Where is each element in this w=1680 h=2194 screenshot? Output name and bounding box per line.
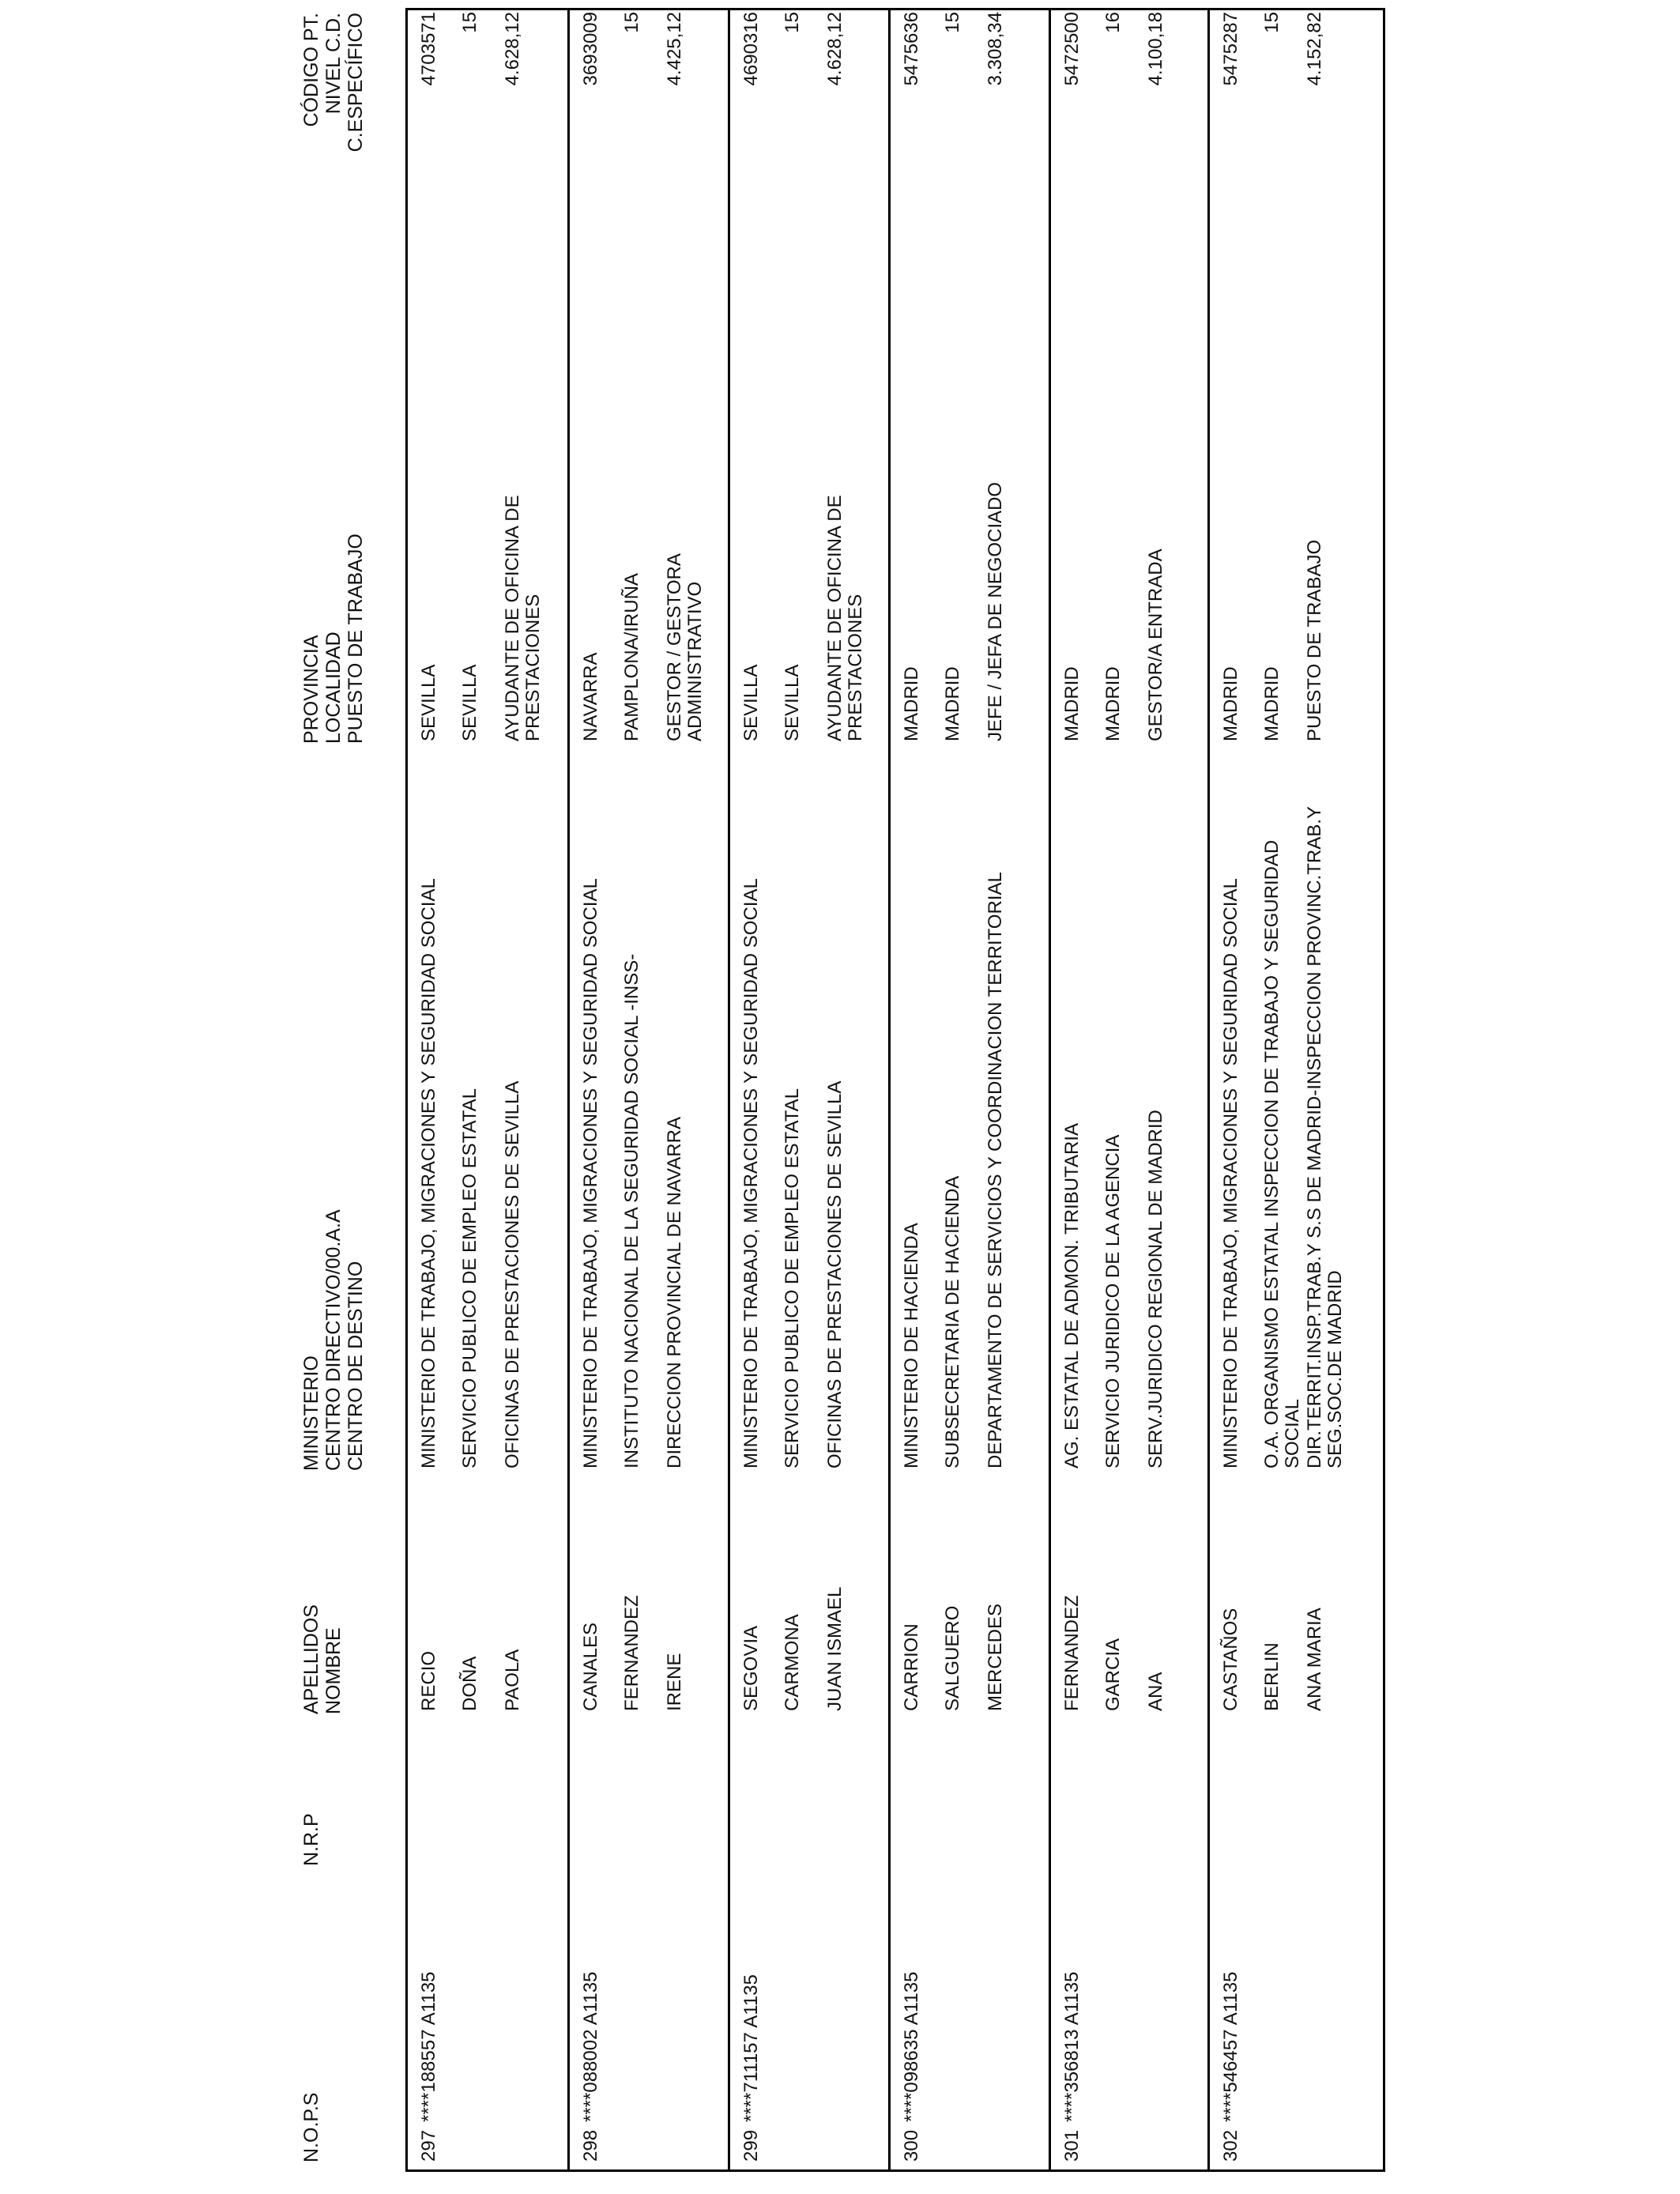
nops-value: 297 [418,2129,439,2162]
codigo-pt: 5472500 [1061,12,1083,86]
apellido-2: SALGUERO [942,1605,963,1711]
puesto: JEFE / JEFA DE NEGOCIADO [985,481,1006,741]
puesto: GESTOR/A ENTRADA [1145,548,1166,741]
nombre: ANA [1145,1672,1166,1711]
record-nrp [1221,1885,1371,2122]
localidad: SEVILLA [459,664,480,741]
record-row [1049,10,1207,2169]
localidad: MADRID [1261,666,1283,741]
record-provincia [741,283,891,741]
codigo-pt: 3693009 [580,12,601,86]
record-names [902,1482,1052,1711]
header-nops: N.O.P.S [300,2092,322,2162]
record-organismo [902,773,1052,1468]
record-row [1207,10,1383,2169]
localidad: MADRID [1102,666,1124,741]
apellido-1: SEGOVIA [740,1625,762,1711]
provincia: MADRID [1220,666,1241,741]
nrp-value: ****546457 A1135 [1220,1971,1241,2122]
nombre: ANA MARIA [1304,1608,1325,1711]
nrp-value: ****188557 A1135 [418,1971,439,2122]
nombre: JUAN ISMAEL [824,1586,846,1711]
apellido-1: CANALES [580,1622,601,1711]
record-nrp [1062,1885,1212,2122]
provincia: SEVILLA [740,664,762,741]
record-names [741,1482,891,1711]
apellido-2: FERNANDEZ [621,1595,642,1711]
centro-destino: OFICINAS DE PRESTACIONES DE SEVILLA [502,1080,523,1468]
c-especifico: 4.152,82 [1304,12,1325,86]
nrp-value: ****711157 A1135 [740,1974,762,2122]
record-codigo [581,12,731,249]
ministerio: MINISTERIO DE TRABAJO, MIGRACIONES Y SEGURIDAD SOCIAL [740,878,762,1468]
nombre: MERCEDES [985,1603,1006,1711]
record-codigo [741,12,891,249]
c-especifico: 4.425,12 [664,12,685,86]
record-provincia [902,283,1052,741]
centro-destino: DIR.TERRIT.INSP.TRAB.Y S.S DE MADRID-INSPECCION PROVINC.TRAB.Y [1304,806,1325,1468]
record-codigo [1062,12,1212,249]
nivel-cd: 15 [782,12,803,33]
apellido-1: FERNANDEZ [1061,1595,1083,1711]
centro-directivo: SUBSECRETARIA DE HACIENDA [942,1175,963,1468]
nops-value: 299 [740,2129,762,2162]
ministerio: MINISTERIO DE HACIENDA [901,1223,922,1468]
provincia: NAVARRA [580,652,601,741]
nops-value: 301 [1061,2129,1083,2162]
record-provincia [1221,283,1371,741]
c-especifico: 3.308,34 [985,12,1006,86]
ministerio: MINISTERIO DE TRABAJO, MIGRACIONES Y SEGURIDAD SOCIAL [1220,878,1241,1468]
record-codigo [419,12,569,249]
record-organismo [581,773,731,1468]
record-organismo [1221,773,1371,1468]
centro-destino: OFICINAS DE PRESTACIONES DE SEVILLA [824,1080,846,1468]
centro-destino: DIRECCION PROVINCIAL DE NAVARRA [664,1117,685,1468]
provincia: SEVILLA [418,664,439,741]
apellido-2: GARCIA [1102,1638,1124,1711]
record-names [581,1482,731,1711]
codigo-pt: 4703571 [418,12,439,86]
apellido-2: DOÑA [459,1656,480,1711]
centro-directivo-cont: SOCIAL [1282,1398,1303,1468]
c-especifico: 4.628,12 [502,12,523,86]
puesto: AYUDANTE DE OFICINA DE [824,495,846,741]
record-nrp [419,1885,569,2122]
puesto-cont: PRESTACIONES [522,594,544,741]
localidad: MADRID [942,666,963,741]
record-provincia [1062,283,1212,741]
record-names [1221,1482,1371,1711]
record-codigo [1221,12,1371,249]
nrp-value: ****356813 A1135 [1061,1971,1083,2122]
header-nrp: N.R.P [300,1813,322,1866]
centro-destino-cont: SEG.SOC.DE MADRID [1324,1270,1346,1468]
apellido-1: CASTAÑOS [1220,1608,1241,1711]
centro-destino: SERV.JURIDICO REGIONAL DE MADRID [1145,1110,1166,1468]
record-provincia [581,283,731,741]
record-row [728,10,888,2169]
nivel-cd: 15 [621,12,642,33]
provincia: MADRID [1061,666,1083,741]
header-codigo: CÓDIGO PT. NIVEL C.D. C.ESPECÍFICO [300,13,367,153]
ministerio: MINISTERIO DE TRABAJO, MIGRACIONES Y SEGURIDAD SOCIAL [418,878,439,1468]
centro-directivo: SERVICIO PUBLICO DE EMPLEO ESTATAL [459,1088,480,1468]
record-row [408,10,567,2169]
centro-directivo: SERVICIO PUBLICO DE EMPLEO ESTATAL [782,1088,803,1468]
puesto: GESTOR / GESTORA [664,553,685,741]
record-nrp [902,1885,1052,2122]
record-row [888,10,1049,2169]
record-organismo [419,773,569,1468]
header-provincia: PROVINCIA LOCALIDAD PUESTO DE TRABAJO [300,533,367,744]
nrp-value: ****088002 A1135 [580,1971,601,2122]
record-organismo [1062,773,1212,1468]
centro-directivo: INSTITUTO NACIONAL DE LA SEGURIDAD SOCIAL -INSS- [621,953,642,1468]
c-especifico: 4.100,18 [1145,12,1166,86]
nops-value: 298 [580,2129,601,2162]
header-apellidos-nombre: APELLIDOS NOMBRE [300,1604,345,1714]
provincia: MADRID [901,666,922,741]
localidad: PAMPLONA/IRUÑA [621,573,642,741]
codigo-pt: 5475636 [901,12,922,86]
nivel-cd: 15 [942,12,963,33]
nivel-cd: 16 [1102,12,1124,33]
localidad: SEVILLA [782,664,803,741]
apellido-2: CARMONA [782,1614,803,1711]
apellido-2: BERLIN [1261,1642,1283,1711]
puesto-cont: ADMINISTRATIVO [684,581,706,741]
record-names [419,1482,569,1711]
c-especifico: 4.628,12 [824,12,846,86]
records-table [405,8,1385,2172]
nops-value: 300 [901,2129,922,2162]
nombre: PAOLA [502,1649,523,1711]
nrp-value: ****098635 A1135 [901,1971,922,2122]
nivel-cd: 15 [1261,12,1283,33]
apellido-1: CARRION [901,1623,922,1711]
nivel-cd: 15 [459,12,480,33]
record-nrp [741,1885,891,2122]
header-ministerio: MINISTERIO CENTRO DIRECTIVO/00.A.A CENTRO DE DESTINO [300,1209,367,1471]
centro-destino: DEPARTAMENTO DE SERVICIOS Y COORDINACION TERRITORIAL [985,872,1006,1468]
puesto: PUESTO DE TRABAJO [1304,539,1325,741]
centro-directivo: O.A. ORGANISMO ESTATAL INSPECCION DE TRABAJO Y SEGURIDAD [1261,839,1283,1468]
record-names [1062,1482,1212,1711]
nops-value: 302 [1220,2129,1241,2162]
record-organismo [741,773,891,1468]
codigo-pt: 4690316 [740,12,762,86]
nombre: IRENE [664,1653,685,1711]
puesto: AYUDANTE DE OFICINA DE [502,495,523,741]
record-provincia [419,283,569,741]
puesto-cont: PRESTACIONES [845,594,866,741]
codigo-pt: 5475287 [1220,12,1241,86]
centro-directivo: SERVICIO JURIDICO DE LA AGENCIA [1102,1134,1124,1468]
apellido-1: RECIO [418,1650,439,1711]
ministerio: AG. ESTATAL DE ADMON. TRIBUTARIA [1061,1123,1083,1468]
ministerio: MINISTERIO DE TRABAJO, MIGRACIONES Y SEGURIDAD SOCIAL [580,878,601,1468]
record-row [567,10,728,2169]
record-codigo [902,12,1052,249]
record-nrp [581,1885,731,2122]
